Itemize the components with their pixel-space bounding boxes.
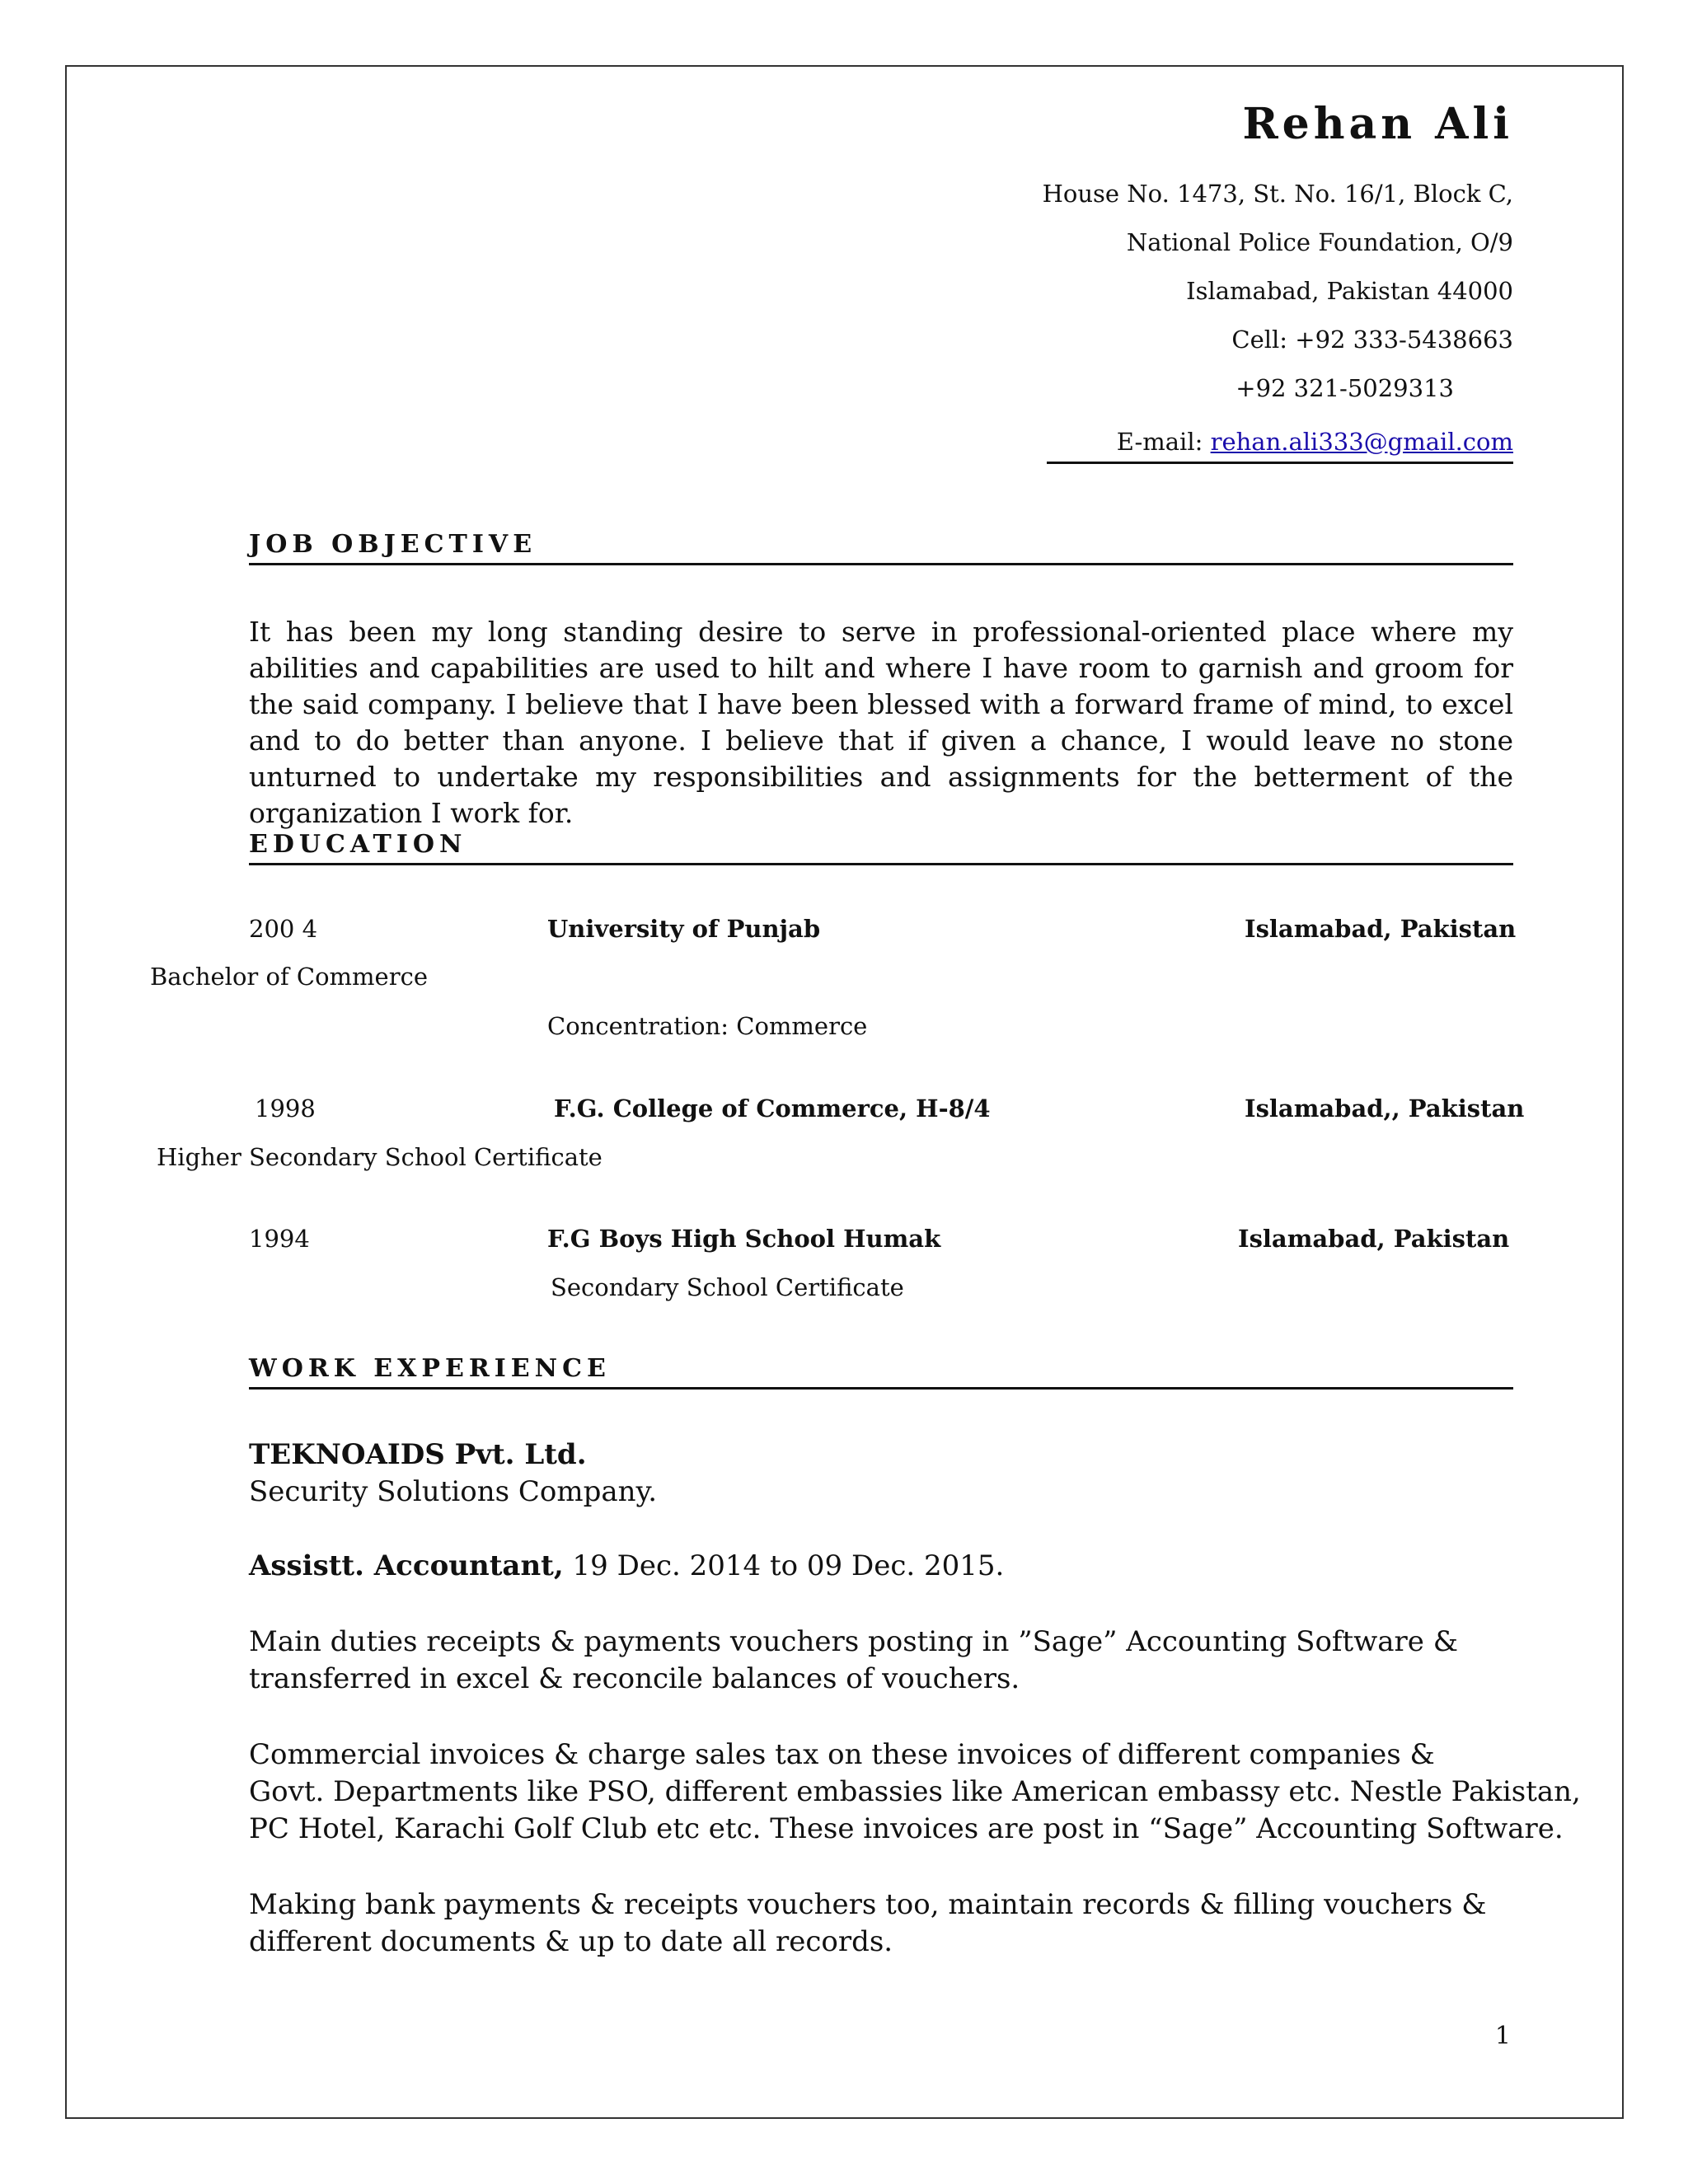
address-line-2: National Police Foundation, O/9 [1126, 228, 1513, 256]
education-year: 1994 [249, 1225, 310, 1253]
duty-text: Making bank payments & receipts vouchers too, maintain records & filling vouchers & [249, 1888, 1487, 1921]
education-institution: University of Punjab [547, 915, 821, 943]
duty-text: Main duties receipts & payments vouchers posting in ”Sage” Accounting Software & [249, 1625, 1458, 1658]
education-year: 1998 [255, 1094, 316, 1122]
duty-text: Govt. Departments like PSO, different embassies like American embassy etc. Nestle Pakistan, [249, 1775, 1581, 1808]
email-line [1117, 428, 1513, 456]
section-title-work-experience: WORK EXPERIENCE [249, 1354, 611, 1383]
education-degree: Higher Secondary School Certificate [157, 1143, 603, 1171]
duty-text: PC Hotel, Karachi Golf Club etc etc. These invoices are post in “Sage” Accounting Software. [249, 1812, 1564, 1845]
email-link[interactable]: rehan.ali333@gmail.com [1210, 428, 1513, 456]
page-number: 1 [1494, 2022, 1511, 2050]
cell-phone: Cell: +92 333-5438663 [1231, 326, 1513, 354]
position-period: 19 Dec. 2014 to 09 Dec. 2015. [563, 1549, 1005, 1582]
education-location: Islamabad,, Pakistan [1245, 1094, 1525, 1122]
email-label: E-mail: [1116, 428, 1211, 456]
education-institution: F.G Boys High School Humak [547, 1225, 941, 1253]
duty-text: different documents & up to date all records. [249, 1925, 893, 1958]
section-divider [249, 863, 1513, 865]
education-institution: F.G. College of Commerce, H-8/4 [554, 1094, 991, 1122]
education-location: Islamabad, Pakistan [1238, 1225, 1510, 1253]
duty-text: transferred in excel & reconcile balances of vouchers. [249, 1662, 1020, 1695]
address-line-1: House No. 1473, St. No. 16/1, Block C, [1042, 180, 1513, 208]
company-name: TEKNOAIDS Pvt. Ltd. [249, 1438, 587, 1471]
section-divider [249, 563, 1513, 565]
education-year: 200 4 [249, 915, 318, 943]
address-line-3: Islamabad, Pakistan 44000 [1186, 277, 1513, 305]
page-border [65, 65, 1624, 2119]
section-title-education: EDUCATION [249, 830, 467, 859]
duty-text: Commercial invoices & charge sales tax on these invoices of different companies & [249, 1738, 1435, 1771]
education-degree: Bachelor of Commerce [150, 963, 428, 991]
candidate-name: Rehan Ali [1242, 99, 1513, 149]
header-divider [1047, 462, 1513, 464]
section-divider [249, 1387, 1513, 1390]
education-degree: Secondary School Certificate [551, 1273, 904, 1301]
cell-phone-2: +92 321-5029313 [1236, 374, 1454, 402]
company-description: Security Solutions Company. [249, 1475, 658, 1508]
job-position [249, 1549, 1004, 1582]
position-title: Assistt. Accountant, [249, 1549, 564, 1582]
section-title-job-objective: JOB OBJECTIVE [249, 530, 537, 559]
objective-text: It has been my long standing desire to serve in professional-oriented place where my abilities and capabilities are used to hilt and where I have room to garnish and groom for the said company. I believe that I have been blessed with a forward frame of mind, to excel and to do better than anyone. I believe that if given a chance, I would leave no stone unturned to undertake my responsibilities and assignments for the betterment of the organization I work for. [249, 616, 1513, 829]
education-note: Concentration: Commerce [547, 1012, 868, 1040]
education-location: Islamabad, Pakistan [1245, 915, 1517, 943]
